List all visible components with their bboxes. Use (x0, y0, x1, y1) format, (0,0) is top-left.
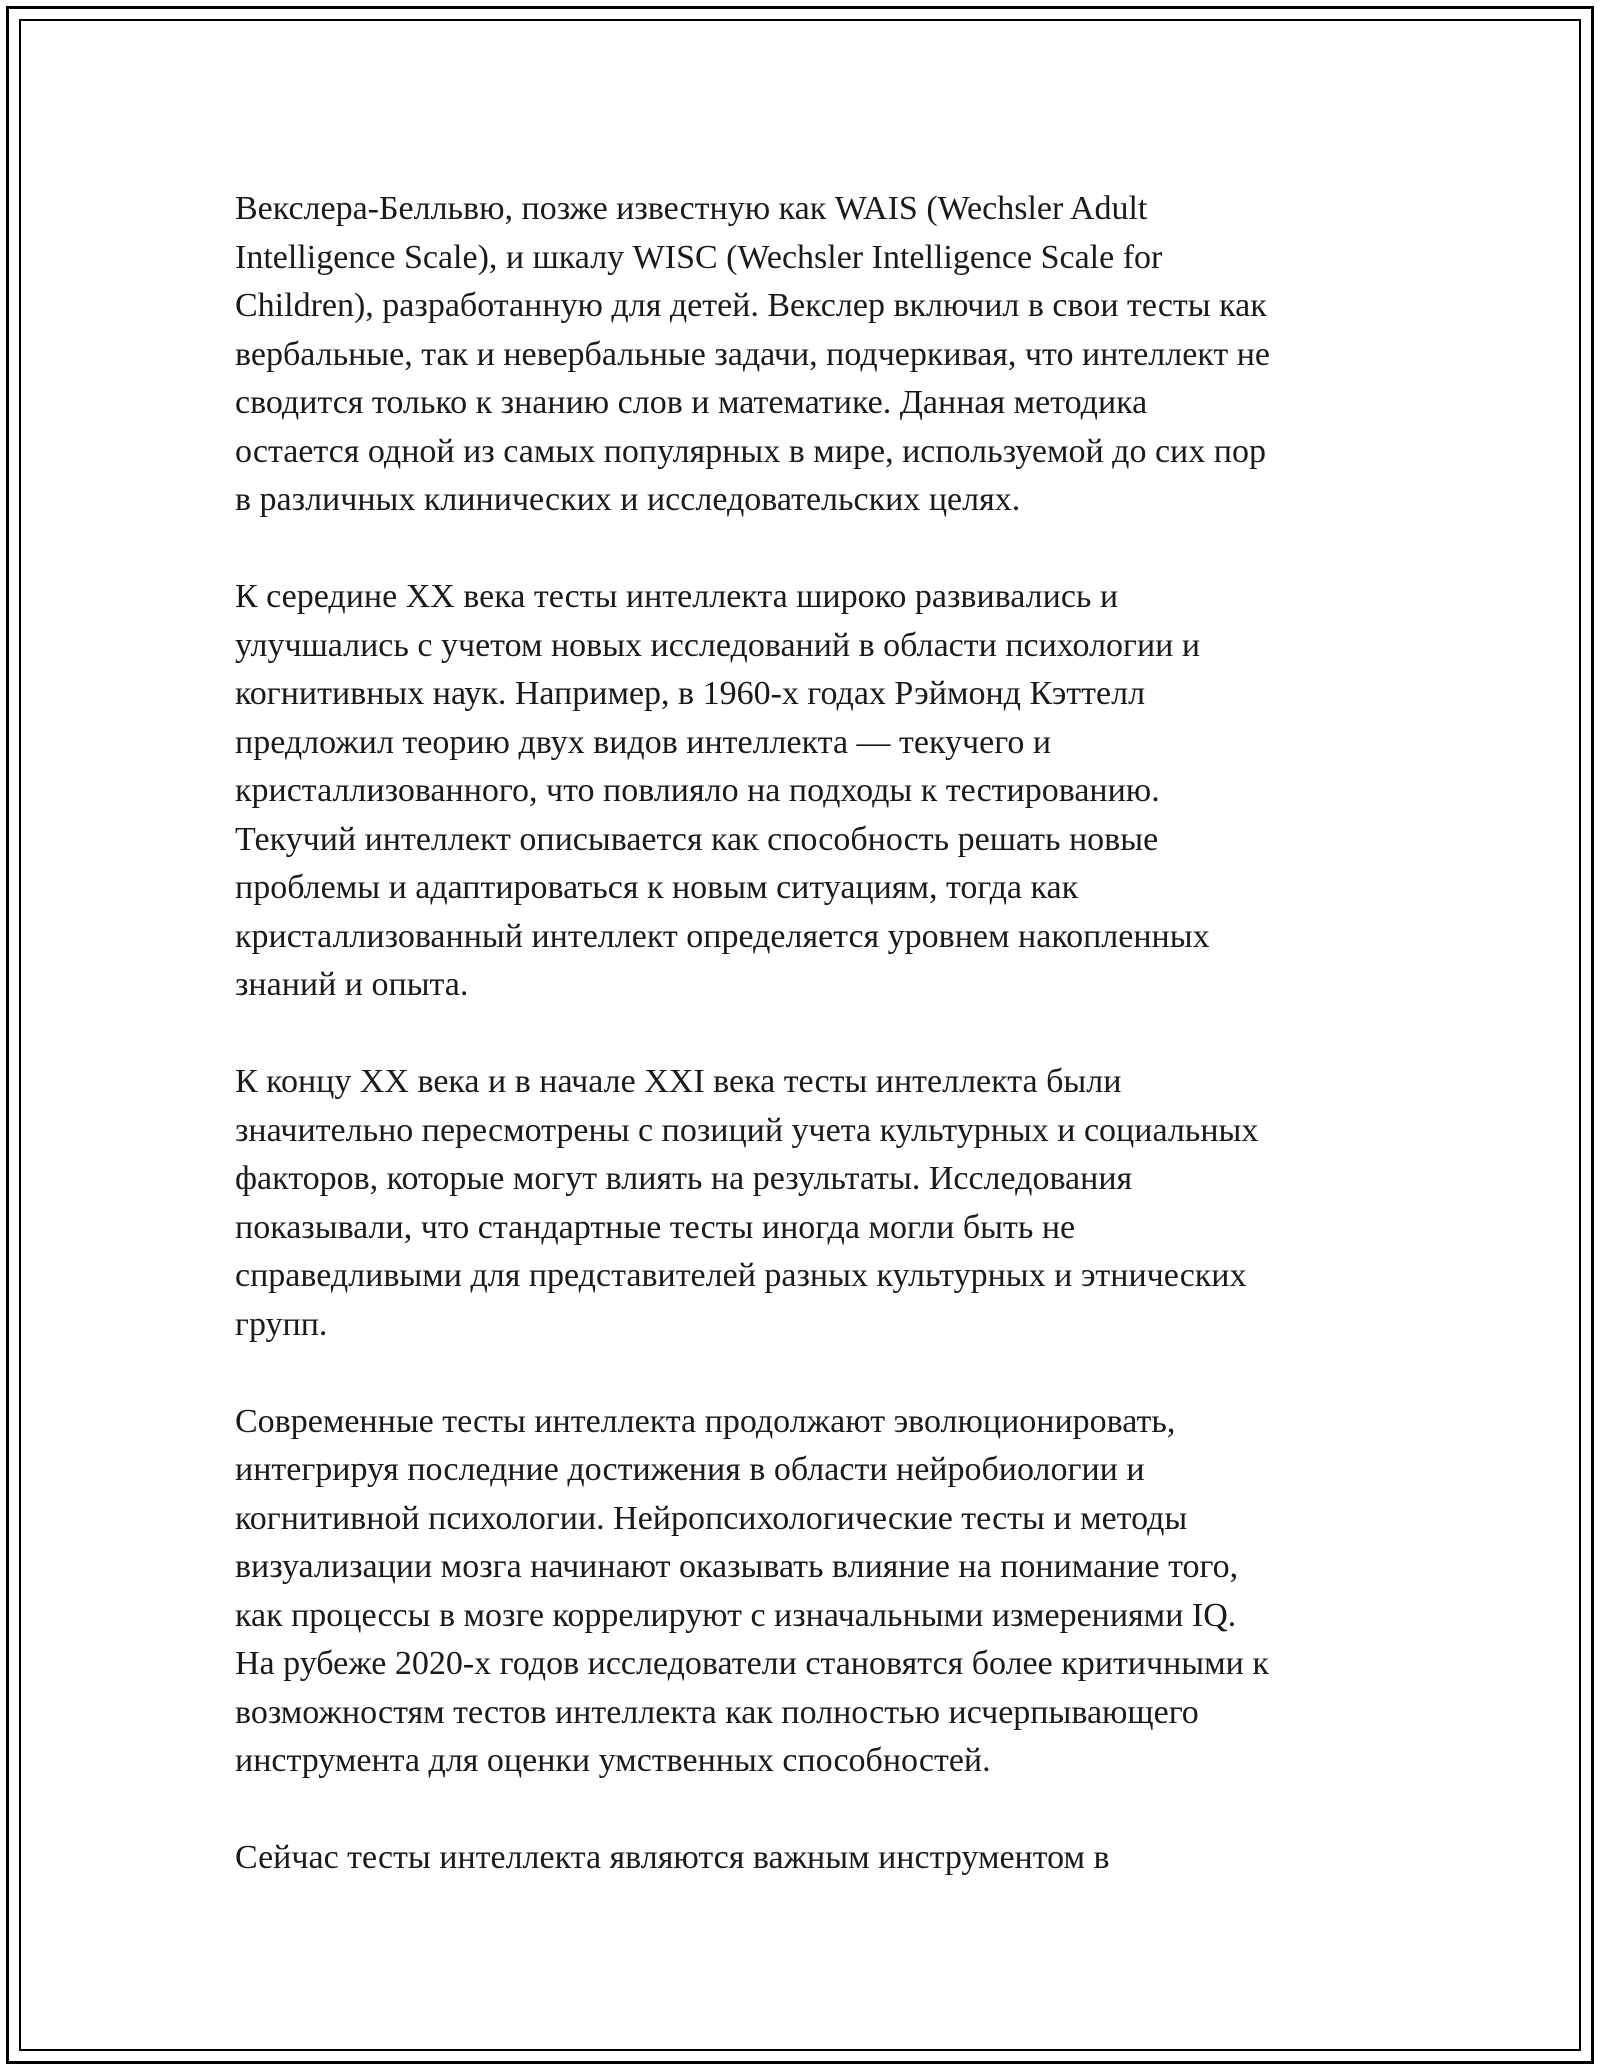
text-line: интегрируя последние достижения в области нейробиологии и (235, 1451, 1145, 1488)
text-line: К середине XX века тесты интеллекта широко развивались и (235, 578, 1119, 615)
text-line: кристаллизованный интеллект определяется уровнем накопленных (235, 917, 1210, 955)
text-line: групп. (235, 1305, 328, 1343)
text-line: улучшались с учетом новых исследований в области психологии и (235, 626, 1201, 664)
paragraph-5 (235, 1834, 1375, 1883)
text-line: факторов, которые могут влиять на результаты. Исследования (235, 1160, 1133, 1197)
text-line: К концу XX века и в начале XXI века тесты интеллекта были (235, 1063, 1122, 1100)
text-line: сводится только к знанию слов и математике. Данная методика (235, 384, 1148, 421)
text-line: проблемы и адаптироваться к новым ситуациям, тогда как (235, 869, 1079, 906)
text-line: как процессы в мозге коррелируют с изначальными измерениями IQ. (235, 1596, 1237, 1634)
text-line: показывали, что стандартные тесты иногда могли быть не (235, 1208, 1076, 1246)
text-line: справедливыми для представителей разных культурных и этнических (235, 1257, 1247, 1294)
text-line: инструмента для оценки умственных способностей. (235, 1742, 991, 1779)
paragraph-3 (235, 1058, 1375, 1349)
text-line: вербальные, так и невербальные задачи, подчеркивая, что интеллект не (235, 335, 1271, 373)
text-line: Текучий интеллект описывается как способность решать новые (235, 820, 1159, 858)
text-line: Векслера-Белльвю, позже известную как WAIS (Wechsler Adult (235, 190, 1148, 227)
text-line: предложил теорию двух видов интеллекта — текучего и (235, 723, 1052, 761)
paragraph-2 (235, 573, 1375, 1010)
text-line: Intelligence Scale), и шкалу WISC (Wechsler Intelligence Scale for (235, 238, 1163, 276)
text-line: когнитивной психологии. Нейропсихологические тесты и методы (235, 1499, 1188, 1537)
text-line: значительно пересмотрены с позиций учета культурных и социальных (235, 1111, 1259, 1149)
text-line: Сейчас тесты интеллекта являются важным инструментом в (235, 1839, 1110, 1876)
text-line: когнитивных наук. Например, в 1960-х годах Рэймонд Кэттелл (235, 675, 1146, 712)
paragraph-1 (235, 185, 1375, 525)
text-line: остается одной из самых популярных в мире, используемой до сих пор (235, 432, 1266, 470)
document-body (235, 185, 1375, 1931)
text-line: визуализации мозга начинают оказывать влияние на понимание того, (235, 1548, 1239, 1585)
text-line: Современные тесты интеллекта продолжают эволюционировать, (235, 1402, 1176, 1440)
text-line: в различных клинических и исследовательских целях. (235, 481, 1021, 518)
paragraph-4 (235, 1398, 1375, 1786)
text-line: знаний и опыта. (235, 966, 469, 1003)
text-line: Children), разработанную для детей. Векслер включил в свои тесты как (235, 287, 1267, 324)
text-line: кристаллизованного, что повлияло на подходы к тестированию. (235, 772, 1160, 809)
text-line: На рубеже 2020-х годов исследователи становятся более критичными к (235, 1645, 1269, 1682)
text-line: возможностям тестов интеллекта как полностью исчерпывающего (235, 1693, 1199, 1731)
